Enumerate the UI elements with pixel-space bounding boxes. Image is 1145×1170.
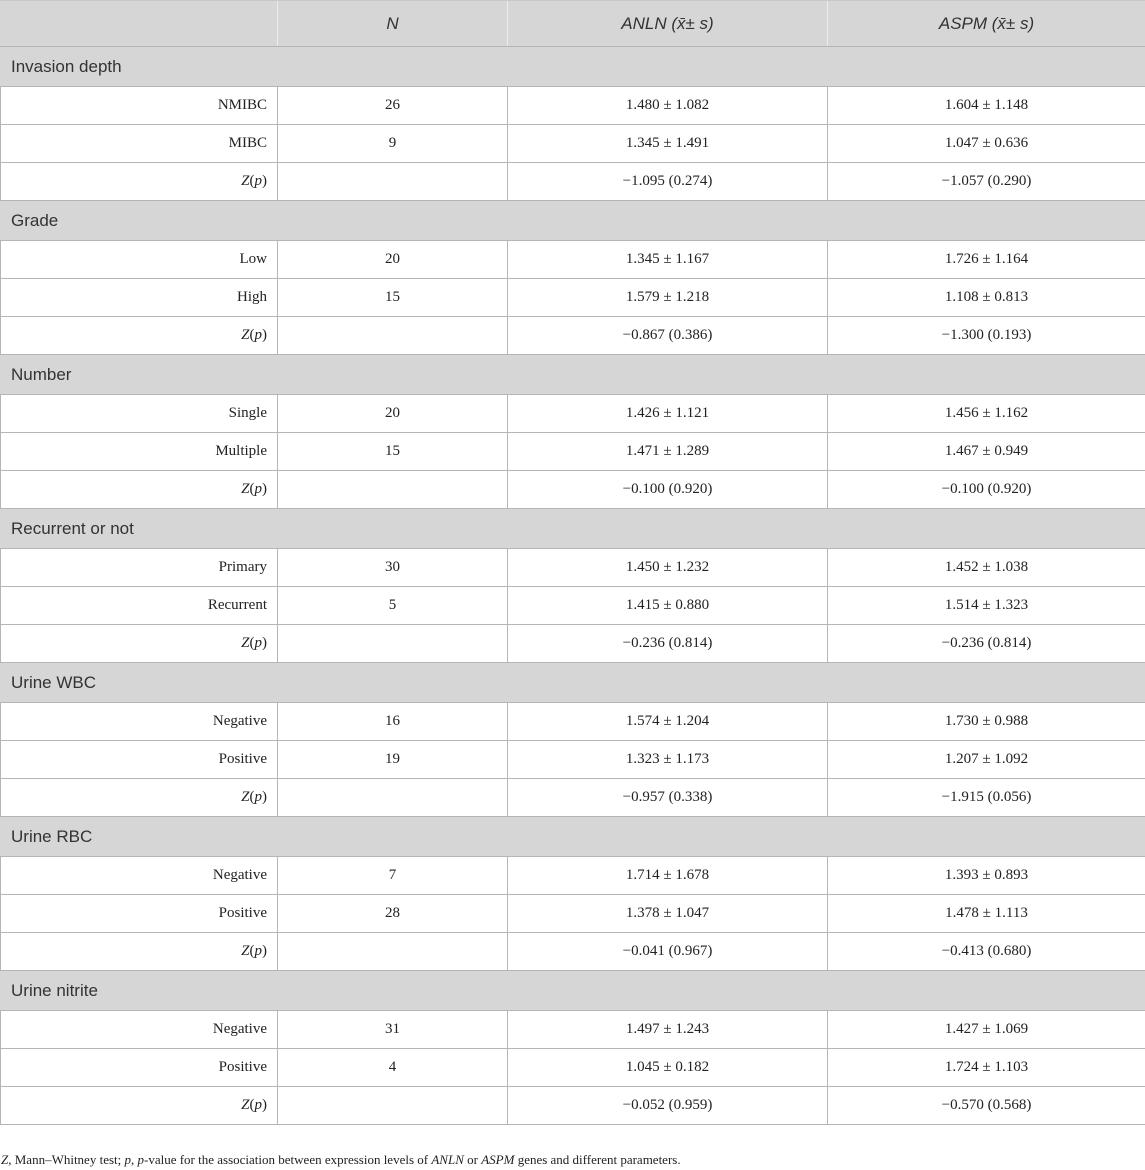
section-title: Urine nitrite <box>11 980 98 1000</box>
table-body <box>0 47 1145 1125</box>
n-cell <box>278 933 508 970</box>
anln-cell: 1.450 ± 1.232 <box>508 549 828 586</box>
anln-cell: 1.574 ± 1.204 <box>508 703 828 740</box>
table-row <box>0 395 1145 433</box>
z-label-cell: Z ( p ) <box>0 471 278 508</box>
row-label-cell: Negative <box>0 1011 278 1048</box>
z-label-cell: Z ( p ) <box>0 779 278 816</box>
table-row <box>0 279 1145 317</box>
aspm-cell: 1.456 ± 1.162 <box>944 405 1029 421</box>
n-cell: 19 <box>278 741 508 778</box>
row-label-cell: Recurrent <box>0 587 278 624</box>
row-label-cell: Negative <box>0 703 278 740</box>
aspm-cell: 1.047 ± 0.636 <box>944 135 1029 151</box>
aspm-cell: 1.427 ± 1.069 <box>944 1021 1029 1037</box>
row-label-cell: Positive <box>0 741 278 778</box>
z-statistic-row <box>0 317 1145 355</box>
section-header <box>0 355 1145 395</box>
table-row <box>0 87 1145 125</box>
z-label-cell: Z ( p ) <box>0 1087 278 1124</box>
aspm-cell: 1.478 ± 1.113 <box>945 905 1028 921</box>
table-header <box>0 0 1145 47</box>
section-header <box>0 509 1145 549</box>
row-label-cell: Single <box>0 395 278 432</box>
z-statistic-row <box>0 779 1145 817</box>
section-title: Grade <box>11 210 59 230</box>
n-cell: 5 <box>278 587 508 624</box>
table-footnote: Z, Mann–Whitney test; p, p-value for the association between expression levels of ANLN or ASPM genes and different parameters. <box>1 1152 681 1167</box>
z-label-cell: Z ( p ) <box>0 625 278 662</box>
anln-cell: −0.052 (0.959) <box>508 1087 828 1124</box>
n-cell: 16 <box>278 703 508 740</box>
n-cell: 15 <box>278 279 508 316</box>
anln-cell: 1.345 ± 1.167 <box>508 241 828 278</box>
row-label-cell: Low <box>0 241 278 278</box>
n-cell: 20 <box>278 241 508 278</box>
anln-cell: −0.100 (0.920) <box>508 471 828 508</box>
aspm-cell: 1.207 ± 1.092 <box>944 751 1029 767</box>
aspm-cell: 1.452 ± 1.038 <box>944 559 1029 575</box>
n-cell: 9 <box>278 125 508 162</box>
aspm-cell: 1.604 ± 1.148 <box>944 97 1029 113</box>
n-cell: 31 <box>278 1011 508 1048</box>
n-cell: 30 <box>278 549 508 586</box>
z-statistic-row <box>0 1087 1145 1125</box>
header-n: N <box>278 1 508 46</box>
anln-cell: −1.095 (0.274) <box>508 163 828 200</box>
z-label-cell: Z ( p ) <box>0 163 278 200</box>
header-blank <box>0 1 278 46</box>
table-row <box>0 587 1145 625</box>
row-label-cell: Positive <box>0 1049 278 1086</box>
section-header <box>0 47 1145 87</box>
anln-cell: −0.041 (0.967) <box>508 933 828 970</box>
header-aspm: ASPM (x̄± s) <box>938 13 1035 33</box>
anln-cell: −0.957 (0.338) <box>508 779 828 816</box>
n-cell <box>278 163 508 200</box>
anln-cell: 1.323 ± 1.173 <box>508 741 828 778</box>
aspm-cell: 1.467 ± 0.949 <box>944 443 1029 459</box>
anln-cell: 1.415 ± 0.880 <box>508 587 828 624</box>
aspm-cell: −0.570 (0.568) <box>941 1097 1032 1113</box>
aspm-cell: −0.413 (0.680) <box>941 943 1032 959</box>
section-header <box>0 971 1145 1011</box>
table-row <box>0 1011 1145 1049</box>
n-cell <box>278 471 508 508</box>
z-label-cell: Z ( p ) <box>0 933 278 970</box>
row-label-cell: NMIBC <box>0 87 278 124</box>
anln-cell: 1.480 ± 1.082 <box>508 87 828 124</box>
row-label-cell: Positive <box>0 895 278 932</box>
aspm-cell: −1.057 (0.290) <box>941 173 1032 189</box>
section-title: Recurrent or not <box>11 518 134 538</box>
table-row <box>0 433 1145 471</box>
header-anln: ANLN (x̄± s) <box>508 1 828 46</box>
anln-cell: 1.471 ± 1.289 <box>508 433 828 470</box>
table-row <box>0 1049 1145 1087</box>
aspm-cell: 1.514 ± 1.323 <box>944 597 1029 613</box>
aspm-cell: 1.724 ± 1.103 <box>944 1059 1029 1075</box>
aspm-cell: 1.726 ± 1.164 <box>944 251 1029 267</box>
row-label-cell: MIBC <box>0 125 278 162</box>
table-row <box>0 741 1145 779</box>
table-row <box>0 549 1145 587</box>
aspm-cell: 1.108 ± 0.813 <box>944 289 1029 305</box>
anln-cell: 1.714 ± 1.678 <box>508 857 828 894</box>
aspm-cell: −0.236 (0.814) <box>941 635 1032 651</box>
section-header <box>0 201 1145 241</box>
row-label-cell: Negative <box>0 857 278 894</box>
n-cell: 7 <box>278 857 508 894</box>
table-row <box>0 125 1145 163</box>
aspm-cell: −1.300 (0.193) <box>941 327 1032 343</box>
section-header <box>0 817 1145 857</box>
section-title: Invasion depth <box>11 56 122 76</box>
z-statistic-row <box>0 625 1145 663</box>
row-label-cell: Multiple <box>0 433 278 470</box>
anln-cell: −0.236 (0.814) <box>508 625 828 662</box>
aspm-cell: −0.100 (0.920) <box>941 481 1032 497</box>
z-statistic-row <box>0 163 1145 201</box>
table-row <box>0 895 1145 933</box>
table-row <box>0 241 1145 279</box>
n-cell: 4 <box>278 1049 508 1086</box>
n-cell <box>278 625 508 662</box>
aspm-cell: −1.915 (0.056) <box>941 789 1032 805</box>
anln-cell: 1.426 ± 1.121 <box>508 395 828 432</box>
z-statistic-row <box>0 933 1145 971</box>
n-cell <box>278 317 508 354</box>
row-label-cell: Primary <box>0 549 278 586</box>
table-row <box>0 857 1145 895</box>
section-title: Urine WBC <box>11 672 97 692</box>
section-header <box>0 663 1145 703</box>
table-row <box>0 703 1145 741</box>
n-cell <box>278 779 508 816</box>
aspm-cell: 1.393 ± 0.893 <box>944 867 1029 883</box>
section-title: Number <box>11 364 72 384</box>
n-cell <box>278 1087 508 1124</box>
n-cell: 28 <box>278 895 508 932</box>
z-label-cell: Z ( p ) <box>0 317 278 354</box>
n-cell: 15 <box>278 433 508 470</box>
z-statistic-row <box>0 471 1145 509</box>
anln-cell: −0.867 (0.386) <box>508 317 828 354</box>
section-title: Urine RBC <box>11 826 93 846</box>
anln-cell: 1.378 ± 1.047 <box>508 895 828 932</box>
row-label-cell: High <box>0 279 278 316</box>
aspm-cell: 1.730 ± 0.988 <box>944 713 1029 729</box>
anln-cell: 1.045 ± 0.182 <box>508 1049 828 1086</box>
n-cell: 26 <box>278 87 508 124</box>
anln-cell: 1.345 ± 1.491 <box>508 125 828 162</box>
anln-cell: 1.579 ± 1.218 <box>508 279 828 316</box>
n-cell: 20 <box>278 395 508 432</box>
anln-cell: 1.497 ± 1.243 <box>508 1011 828 1048</box>
